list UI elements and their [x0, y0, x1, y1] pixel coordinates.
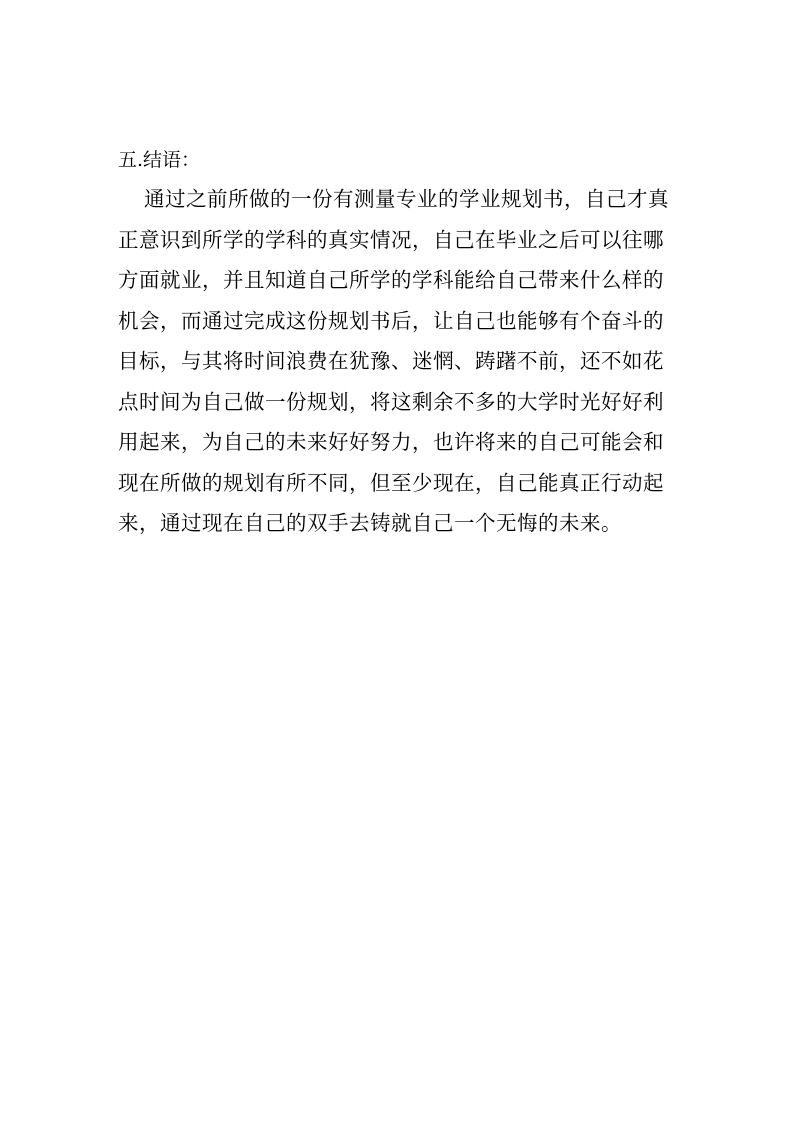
conclusion-section [118, 141, 678, 544]
paragraph-line: 来，通过现在自己的双手去铸就自己一个无悔的未来。 [118, 511, 622, 535]
paragraph-line: 正意识到所学的学科的真实情况，自己在毕业之后可以往哪 [118, 227, 664, 252]
paragraph-line: 方面就业，并且知道自己所学的学科能给自己带来什么样的 [118, 268, 664, 292]
paragraph-line: 用起来，为自己的未来好好努力，也许将来的自己可能会和 [118, 430, 664, 454]
paragraph-line: 点时间为自己做一份规划，将这剩余不多的大学时光好好利 [118, 389, 664, 414]
paragraph-line: 通过之前所做的一份有测量专业的学业规划书，自己才真 [144, 187, 669, 211]
paragraph-line: 现在所做的规划有所不同，但至少现在，自己能真正行动起 [118, 470, 664, 495]
paragraph-line: 机会，而通过完成这份规划书后，让自己也能够有个奋斗的 [118, 308, 664, 333]
section-heading: 五.结语： [118, 149, 201, 171]
paragraph-line: 目标，与其将时间浪费在犹豫、迷惘、踌躇不前，还不如花 [118, 349, 664, 373]
